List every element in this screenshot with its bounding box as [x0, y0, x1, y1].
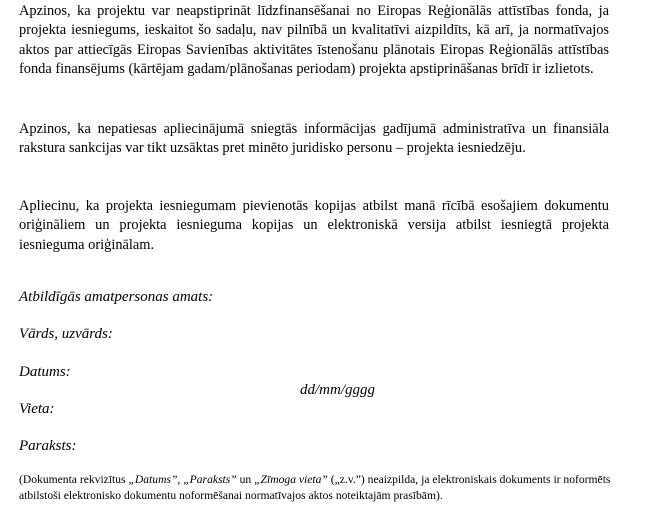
- signature-label: Paraksts:: [19, 438, 77, 454]
- footnote-and: un: [236, 473, 255, 486]
- date-format-hint: dd/mm/gggg: [300, 382, 375, 398]
- footnote-open: (Dokumenta rekvizītus: [19, 473, 129, 486]
- footnote: [19, 472, 619, 504]
- paragraph-sanctions: Apzinos, ka nepatiesas apliecinājumā sniegtās informācijas gadījumā administratīva un finansiāla rakstura sankcijas var tikt uzsāktas pret minēto juridisko personu – projekta iesniedzēju.: [19, 121, 609, 157]
- date-label: Datums:: [19, 364, 71, 380]
- footnote-rest: („z.v.”) neaizpilda, ja elektroniskais dokuments ir noformēts atbilstoši elektronisko dokumentu noformēšanai normatīvajos aktos noteiktajām prasībām).: [19, 473, 611, 502]
- footnote-stamp-place: „Zīmoga vieta”: [254, 473, 328, 486]
- position-label: Atbildīgās amatpersonas amats:: [19, 289, 214, 305]
- paragraph-approval-risk: Apzinos, ka projektu var neapstiprināt līdzfinansēšanai no Eiropas Reģionālās attīstības fonda, ja projekta iesniegums, ieskaitot šo sadaļu, nav pilnībā un kvalitatīvi aizpildīts, kā arī, ja normatīvajos aktos par attiecīgās Eiropas Savienības aktivitātes īstenošanu plānotais Eiropas Reģionālās attīstības fonda finansējums (kārtējam gadam/plānošanas periodam) projekta apstiprināšanas brīdī ir izlietots.: [19, 3, 609, 78]
- footnote-date-signature: „Datums”, „Paraksts”: [128, 473, 237, 486]
- name-label: Vārds, uzvārds:: [19, 326, 113, 342]
- paragraph-copies-certification: Apliecinu, ka projekta iesniegumam pievienotās kopijas atbilst manā rīcībā esošajiem dokumentu oriģināliem un projekta iesnieguma kopijas un elektroniskā versija atbilst iesniegtā projekta iesnieguma oriģinālam.: [19, 198, 609, 253]
- place-label: Vieta:: [19, 401, 55, 417]
